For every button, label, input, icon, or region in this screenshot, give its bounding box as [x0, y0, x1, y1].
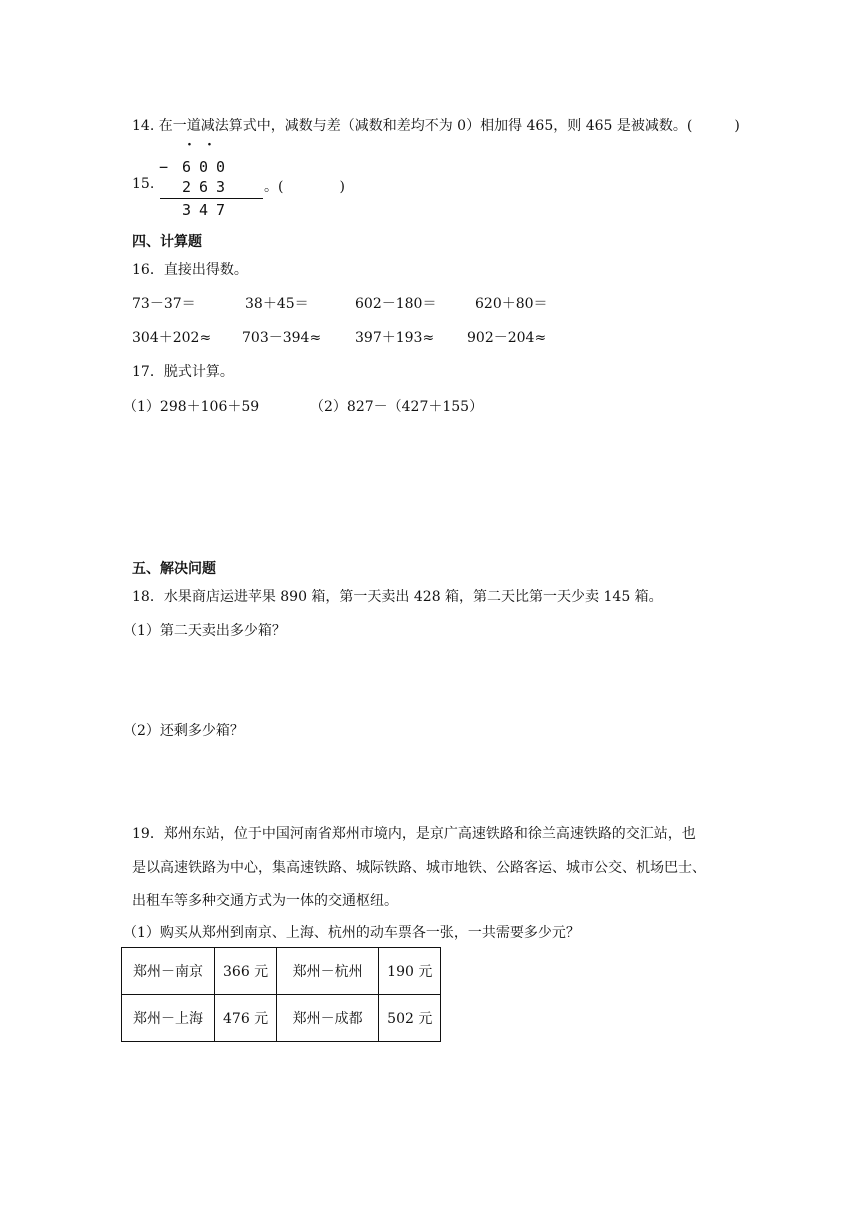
question-19-line-3: 出租车等多种交通方式为一体的交通枢纽。 — [132, 893, 398, 909]
question-17-part-2: （2）827－（427＋155） — [310, 399, 484, 415]
question-19-line-1: 19．郑州东站，位于中国河南省郑州市境内，是京广高速铁路和徐兰高速铁路的交汇站，也 — [132, 826, 696, 842]
question-15-answer-blank: 。( ) — [264, 179, 345, 195]
result-line — [160, 198, 263, 199]
route-cell: 郑州－成都 — [277, 995, 379, 1042]
calc-item: 703－394≈ — [242, 330, 322, 346]
calc-item: 902－204≈ — [467, 330, 547, 346]
calc-item: 620＋80＝ — [475, 296, 548, 312]
calc-item: 602－180＝ — [355, 296, 437, 312]
borrow-dot: · — [207, 137, 212, 153]
minus-sign: − — [159, 158, 177, 176]
route-cell: 郑州－南京 — [122, 948, 215, 995]
calc-item: 397＋193≈ — [355, 330, 435, 346]
route-cell: 郑州－杭州 — [277, 948, 379, 995]
section-5-title: 五、解决问题 — [132, 561, 216, 577]
question-18-part-2: （2）还剩多少箱？ — [123, 723, 244, 739]
route-cell: 郑州－上海 — [122, 995, 215, 1042]
table-row — [122, 995, 441, 1042]
calc-item: 304＋202≈ — [132, 330, 212, 346]
question-19-part-1: （1）购买从郑州到南京、上海、杭州的动车票各一张，一共需要多少元？ — [123, 925, 580, 941]
price-cell: 502 元 — [379, 995, 441, 1042]
vertical-subtraction — [159, 137, 270, 223]
borrow-dot: · — [187, 137, 192, 153]
table-row — [122, 948, 441, 995]
question-16-prompt: 16．直接出得数。 — [132, 262, 248, 278]
question-17-prompt: 17．脱式计算。 — [132, 364, 234, 380]
price-cell: 190 元 — [379, 948, 441, 995]
price-cell: 366 元 — [215, 948, 277, 995]
fare-table — [121, 947, 441, 1042]
calc-item: 73－37＝ — [132, 296, 196, 312]
subtrahend: 263 — [182, 178, 234, 196]
question-18-prompt: 18．水果商店运进苹果 890 箱，第一天卖出 428 箱，第二天比第一天少卖 145 箱。 — [132, 589, 663, 605]
price-cell: 476 元 — [215, 995, 277, 1042]
question-18-part-1: （1）第二天卖出多少箱？ — [123, 623, 286, 639]
minuend: 600 — [182, 158, 234, 176]
question-19-line-2: 是以高速铁路为中心，集高速铁路、城际铁路、城市地铁、公路客运、城市公交、机场巴士、 — [132, 860, 706, 876]
difference: 347 — [182, 201, 234, 219]
section-4-title: 四、计算题 — [132, 234, 202, 250]
question-17-part-1: （1）298＋106＋59 — [123, 399, 260, 415]
calc-item: 38＋45＝ — [245, 296, 309, 312]
question-15-number: 15. — [132, 176, 155, 192]
question-14: 14. 在一道减法算式中，减数与差（减数和差均不为 0）相加得 465，则 465 是被减数。( ) — [132, 118, 740, 134]
